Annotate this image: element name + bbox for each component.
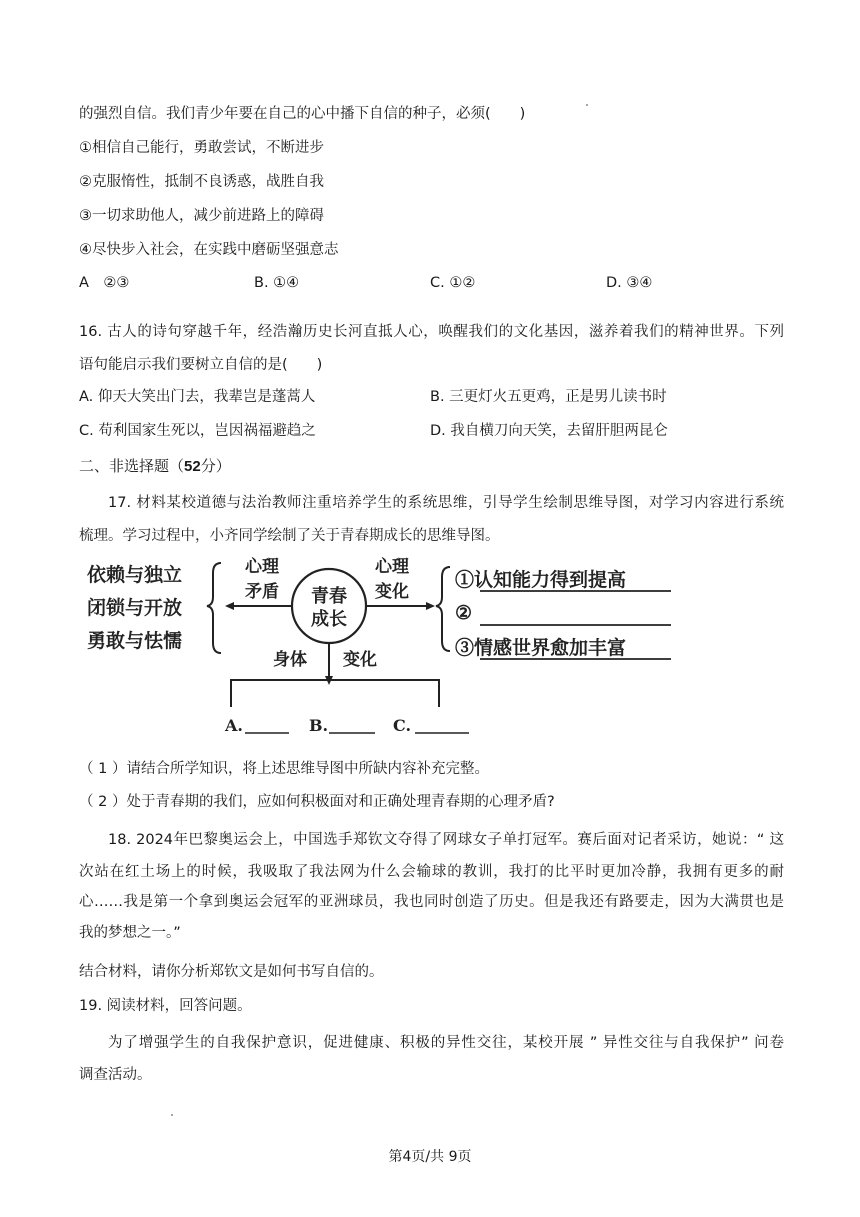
section-heading-prefix: 二、非选择题（ bbox=[79, 457, 185, 475]
q16-option-b: B. 三更灯火五更鸡，正是男儿读书时 bbox=[430, 389, 667, 405]
mm-left-brace bbox=[207, 563, 221, 653]
q19-line-2: 调查活动。 bbox=[79, 1067, 152, 1083]
q15-option-c: C. ①② bbox=[430, 275, 476, 291]
q18-line-1: 18. 2024年巴黎奥运会上，中国选手郑钦文夺得了网球女子单打冠军。赛后面对记者采访，她说：“ 这 bbox=[108, 832, 784, 848]
q16-stem-line-1: 16. 古人的诗句穿越千年，经浩瀚历史长河直抵人心，唤醒我们的文化基因，滋养着我们的精神世界。下列 bbox=[79, 324, 784, 340]
q17-sub-1: （ 1 ）请结合所学知识，将上述思维导图中所缺内容补充完整。 bbox=[79, 761, 489, 777]
section-heading-suffix: 分） bbox=[200, 457, 231, 475]
q19-title: 19. 阅读材料，回答问题。 bbox=[79, 998, 252, 1014]
q16-option-d: D. 我自横刀向天笑，去留肝胆两昆仑 bbox=[430, 423, 668, 439]
q15-option-d: D. ③④ bbox=[606, 275, 653, 291]
q16-option-a: A. 仰天大笑出门去，我辈岂是蓬蒿人 bbox=[79, 389, 316, 405]
mind-map-figure bbox=[85, 553, 680, 743]
mm-right-arrowhead bbox=[426, 602, 435, 610]
mm-left-label-top: 心理 bbox=[245, 557, 279, 577]
section-heading-score: 52 bbox=[184, 458, 201, 475]
mm-blank-c-label: C. bbox=[393, 716, 412, 735]
q15-option-b: B. ①④ bbox=[254, 275, 300, 291]
q15-continuation: 的强烈自信。我们青少年要在自己的心中播下自信的种子，必须( ) bbox=[79, 106, 526, 122]
q15-item-2: ②克服惰性，抵制不良诱惑，战胜自我 bbox=[79, 174, 324, 190]
q15-item-3: ③一切求助他人，减少前进路上的障碍 bbox=[79, 208, 324, 224]
mm-left-arrowhead bbox=[225, 602, 234, 610]
q19-line-1: 为了增强学生的自我保护意识，促进健康、积极的异性交往，某校开展 ” 异性交往与自我保护” 问卷 bbox=[108, 1035, 784, 1051]
q18-line-4: 我的梦想之一。” bbox=[79, 925, 181, 941]
q18-line-2: 次站在红土场上的时候，我吸取了我法网为什么会输球的教训，我打的比平时更加冷静，我拥有更多的耐 bbox=[79, 864, 784, 880]
mm-center-bottom: 成长 bbox=[311, 609, 347, 630]
mm-bottom-label-right: 变化 bbox=[343, 650, 377, 670]
q17-sub-2: （ 2 ）处于青春期的我们，应如何积极面对和正确处理青春期的心理矛盾? bbox=[79, 794, 555, 810]
mm-right-label-bottom: 变化 bbox=[375, 582, 409, 602]
speck bbox=[171, 1114, 173, 1116]
mm-right-item-3: ③情感世界愈加丰富 bbox=[455, 637, 627, 659]
mm-blank-a-label: A. bbox=[225, 716, 243, 735]
q17-stem-line-1: 17. 材料某校道德与法治教师注重培养学生的系统思维，引导学生绘制思维导图，对学习内容进行系统 bbox=[108, 495, 784, 511]
q16-stem-line-2: 语句能启示我们要树立自信的是( ) bbox=[79, 357, 323, 373]
mm-left-label-bottom: 矛盾 bbox=[245, 582, 279, 602]
mm-left-item-1: 依赖与独立 bbox=[87, 564, 183, 586]
q16-option-c: C. 苟利国家生死以，岂因祸福避趋之 bbox=[79, 423, 316, 439]
section-heading bbox=[79, 456, 231, 477]
mm-right-label-top: 心理 bbox=[375, 557, 409, 577]
q18-question: 结合材料，请你分析郑钦文是如何书写自信的。 bbox=[79, 964, 384, 980]
mm-bottom-label-left: 身体 bbox=[273, 650, 307, 670]
mm-left-item-3: 勇敢与怯懦 bbox=[87, 630, 183, 652]
mm-right-brace bbox=[436, 567, 450, 651]
mm-right-item-1: ①认知能力得到提高 bbox=[455, 569, 627, 591]
speck bbox=[586, 104, 588, 106]
mm-blank-b-label: B. bbox=[309, 716, 329, 735]
q15-option-a: A ②③ bbox=[79, 275, 130, 291]
q18-line-3: 心……我是第一个拿到奥运会冠军的亚洲球员，我也同时创造了历史。但是我还有路要走，因为大满贯也是 bbox=[79, 894, 784, 910]
mm-right-item-2: ② bbox=[455, 602, 473, 624]
q17-stem-line-2: 梳理。学习过程中，小齐同学绘制了关于青春期成长的思维导图。 bbox=[79, 528, 500, 544]
page-footer: 第4页/共 9页 bbox=[388, 1149, 472, 1165]
mm-center-top: 青春 bbox=[311, 586, 347, 607]
q15-item-1: ①相信自己能行，勇敢尝试，不断进步 bbox=[79, 140, 324, 156]
mm-bottom-bracket bbox=[231, 680, 439, 707]
mm-left-item-2: 闭锁与开放 bbox=[87, 597, 183, 619]
q15-item-4: ④尽快步入社会，在实践中磨砺坚强意志 bbox=[79, 242, 339, 258]
